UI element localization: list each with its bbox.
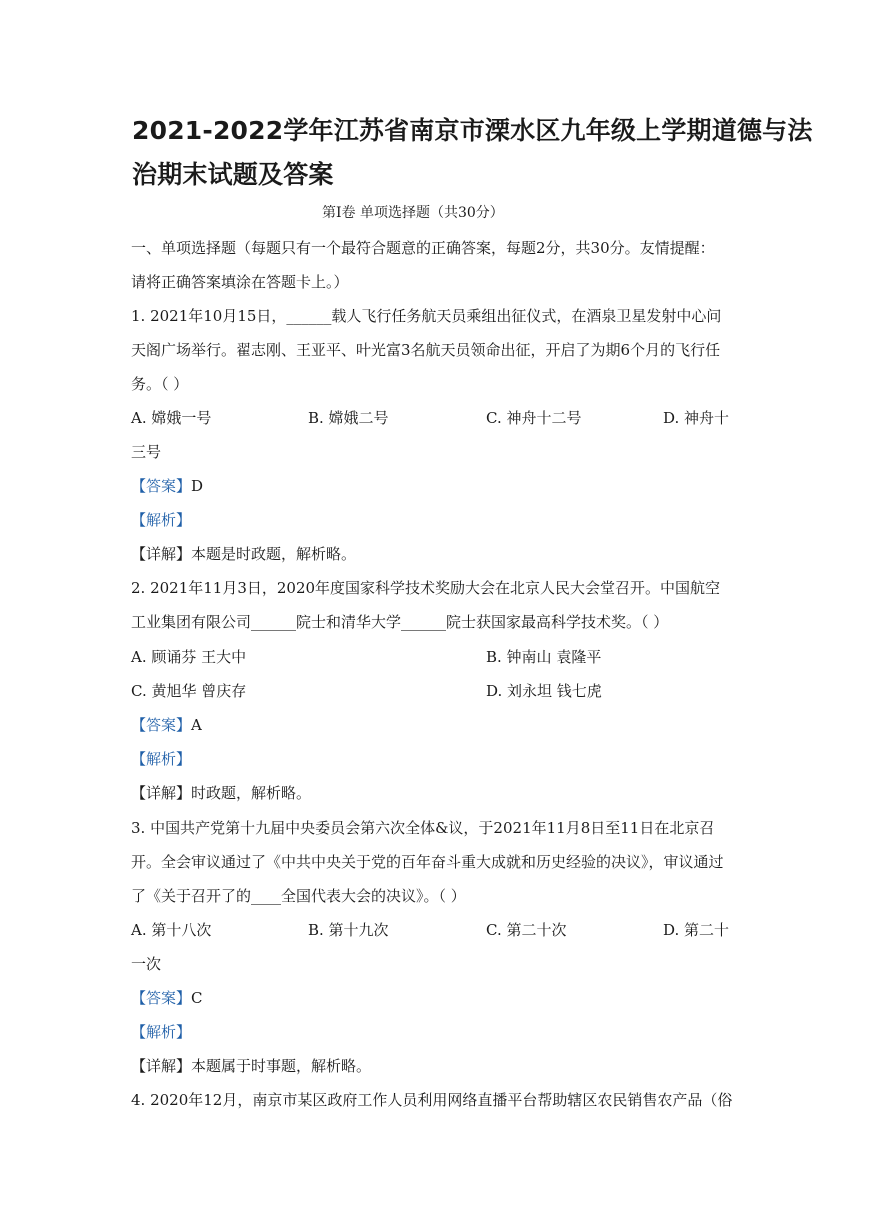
q1-stem-line-2: 天阁广场举行。翟志刚、王亚平、叶光富3名航天员领命出征，开启了为期6个月的飞行任 (131, 341, 721, 359)
title-line-2: 治期末试题及答案 (132, 160, 334, 189)
q2-option-d: D. 刘永坦 钱七虎 (486, 682, 602, 700)
q3-stem-line-1: 3. 中国共产党第十九届中央委员会第六次全体&议，于2021年11月8日至11日在北京召 (131, 819, 715, 837)
q2-detail (131, 783, 311, 803)
detail-label: 【详解】 (131, 784, 192, 802)
q3-option-c: C. 第二十次 (486, 921, 567, 939)
q3-detail (131, 1056, 371, 1076)
answer-label: 【答案】 (131, 989, 192, 1007)
q2-option-c: C. 黄旭华 曾庆存 (131, 682, 247, 700)
q3-option-d: D. 第二十 (663, 921, 730, 939)
q1-answer (131, 476, 203, 496)
q1-analysis (131, 510, 191, 530)
q1-stem-line-1: 1. 2021年10月15日，______载人飞行任务航天员乘组出征仪式，在酒泉卫星发射中心问 (131, 307, 722, 325)
q3-detail-text: 本题属于时事题，解析略。 (191, 1057, 372, 1075)
q1-option-d: D. 神舟十 (663, 409, 730, 427)
q4-stem-line-1: 4. 2020年12月，南京市某区政府工作人员利用网络直播平台帮助辖区农民销售农产品（俗 (131, 1091, 733, 1109)
q3-option-b: B. 第十九次 (308, 921, 389, 939)
q1-answer-value: D (191, 477, 204, 495)
q3-stem-line-3: 了《关于召开了的____全国代表大会的决议》。（ ） (131, 887, 466, 905)
analysis-label: 【解析】 (131, 1023, 192, 1041)
detail-label: 【详解】 (131, 1057, 192, 1075)
q1-stem-line-3: 务。（ ） (131, 375, 189, 393)
q2-stem-line-2: 工业集团有限公司______院士和清华大学______院士获国家最高科学技术奖。（ ） (131, 613, 669, 631)
q3-stem-line-2: 开。全会审议通过了《中共中央关于党的百年奋斗重大成就和历史经验的决议》，审议通过 (131, 853, 724, 871)
q1-detail (131, 544, 356, 564)
q2-option-b: B. 钟南山 袁隆平 (486, 648, 602, 666)
q3-option-d-wrap: 一次 (131, 955, 162, 973)
q3-analysis (131, 1022, 191, 1042)
analysis-label: 【解析】 (131, 511, 192, 529)
q1-detail-text: 本题是时政题，解析略。 (191, 545, 357, 563)
q1-option-b: B. 嫦娥二号 (308, 409, 389, 427)
q1-option-a: A. 嫦娥一号 (131, 409, 212, 427)
q3-answer (131, 988, 203, 1008)
q2-analysis (131, 749, 191, 769)
answer-label: 【答案】 (131, 716, 192, 734)
q1-option-d-wrap: 三号 (131, 443, 162, 461)
q3-option-a: A. 第十八次 (131, 921, 212, 939)
intro-line-2: 请将正确答案填涂在答题卡上。） (131, 273, 349, 291)
intro-line-1: 一、单项选择题（每题只有一个最符合题意的正确答案，每题2分，共30分。友情提醒： (131, 239, 715, 257)
q3-answer-value: C (191, 989, 203, 1007)
detail-label: 【详解】 (131, 545, 192, 563)
title-line-1: 2021-2022学年江苏省南京市溧水区九年级上学期道德与法 (132, 116, 813, 145)
answer-label: 【答案】 (131, 477, 192, 495)
q2-stem-line-1: 2. 2021年11月3日，2020年度国家科学技术奖励大会在北京人民大会堂召开。中国航空 (131, 579, 721, 597)
q2-option-a: A. 顾诵芬 王大中 (131, 648, 247, 666)
q2-answer (131, 715, 202, 735)
analysis-label: 【解析】 (131, 750, 192, 768)
section-title: 第Ⅰ卷 单项选择题（共30分） (322, 205, 504, 221)
q2-detail-text: 时政题，解析略。 (191, 784, 312, 802)
q1-option-c: C. 神舟十二号 (486, 409, 582, 427)
q2-answer-value: A (191, 716, 202, 734)
